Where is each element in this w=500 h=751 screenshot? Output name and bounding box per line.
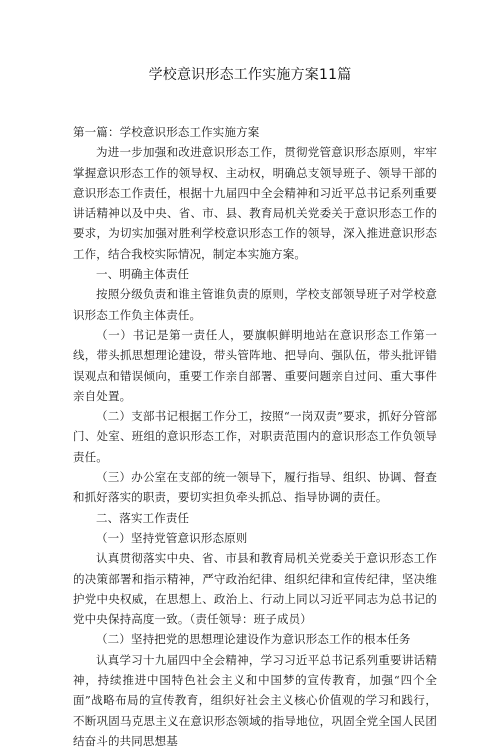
paragraph-item-3: （三）办公室在支部的统一领导下，履行指导、组织、协调、督查和抓好落实的职责，要切实担负牵头抓总、指导协调的责任。: [73, 470, 437, 505]
document-title: 学校意识形态工作实施方案11篇: [148, 67, 352, 83]
subsection-title-1: （一）坚持党管意识形态原则: [96, 530, 248, 545]
paragraph-principle: 按照分级负责和谁主管谁负责的原则，学校支部领导班子对学校意识形态工作负主体责任。: [73, 287, 437, 322]
paragraph-item-1: （一）书记是第一责任人，要旗帜鲜明地站在意识形态工作第一线，带头抓思想理论建设，带头管阵地、把导向、强队伍，带头批评错误观点和错误倾向，重要工作亲自部署、重要问题亲自过问、重大事件亲自处置。: [73, 327, 437, 403]
subsection-title-2: （二）坚持把党的思想理论建设作为意识形态工作的根本任务: [96, 632, 411, 647]
paragraph-subsection-1: 认真贯彻落实中央、省、市县和教育局机关党委关于意识形态工作的决策部署和指示精神，严守政治纪律、组织纪律和宣传纪律，坚决维护党中央权威，在思想上、政治上、行动上同以习近平同志为总书记的党中央保持高度一致。（责任领导：班子成员）: [73, 551, 437, 627]
paragraph-item-2: （二）支部书记根据工作分工，按照“一岗双责”要求，抓好分管部门、处室、班组的意识形态工作，对职责范围内的意识形态工作负领导责任。: [73, 409, 437, 464]
section-title-1: 一、明确主体责任: [96, 267, 190, 282]
section-title-2: 二、落实工作责任: [96, 510, 190, 525]
document-body: [73, 122, 437, 751]
paragraph-intro: 为进一步加强和改进意识形态工作，贯彻党管意识形态原则，牢牢掌握意识形态工作的领导权、主动权，明确总支领导班子、领导干部的意识形态工作责任，根据十九届四中全会精神和习近平总书记系列重要讲话精神以及中央、省、市、县、教育局机关党委关于意识形态工作的要求，为切实加强对胜利学校意识形态工作的领导，深入推进意识形态工作，结合我校实际情况，制定本实施方案。: [73, 145, 437, 261]
paragraph-subsection-2: 认真学习十九届四中全会精神，学习习近平总书记系列重要讲话精神，持续推进中国特色社会主义和中国梦的宣传教育，加强“四个全面”战略布局的宣传教育，组织好社会主义核心价值观的学习和践行，不断巩固马克思主义在意识形态领域的指导地位，巩固全党全国人民团结奋斗的共同思想基: [73, 652, 437, 748]
section-heading: 第一篇：学校意识形态工作实施方案: [73, 125, 260, 139]
